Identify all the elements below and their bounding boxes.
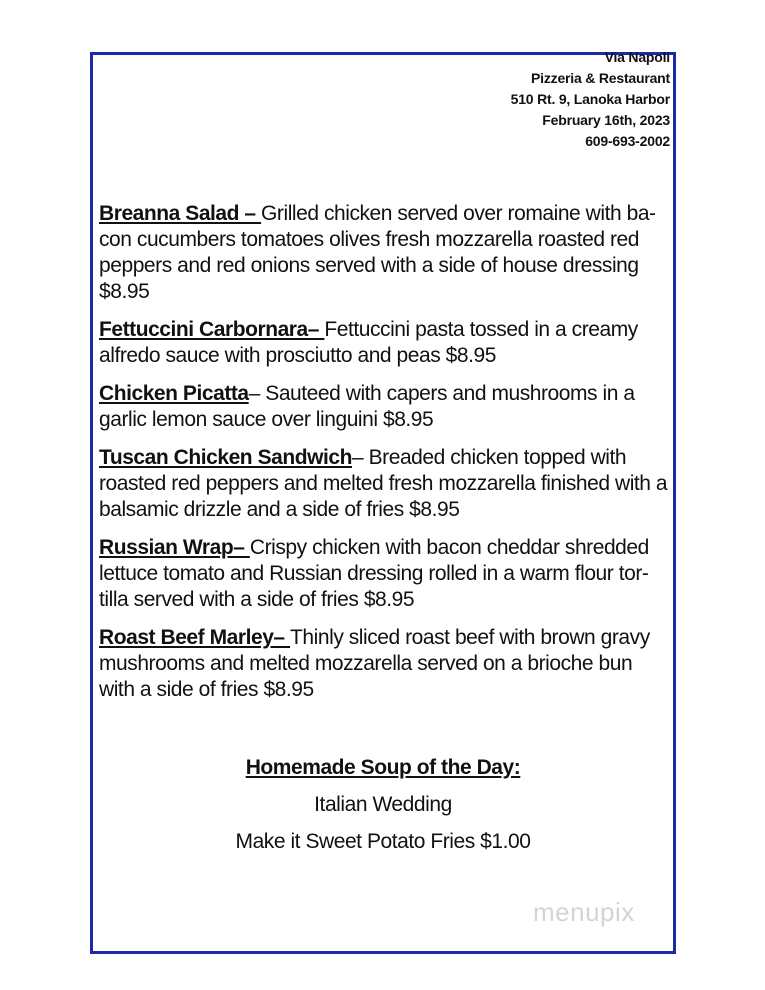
soup-name: Italian Wedding <box>314 793 452 816</box>
menu-item <box>99 201 671 305</box>
menu-item-description: Fettuccini pasta tossed in a creamy alfredo sauce with prosciutto and peas $8.95 <box>99 318 638 367</box>
menupix-watermark: menupix <box>533 897 635 927</box>
menu-item-description: Thinly sliced roast beef with brown gravy mushrooms and melted mozzarella served on a brioche bun with a side of fries $8.95 <box>99 626 650 701</box>
restaurant-phone: 609-693-2002 <box>585 133 670 149</box>
menu-item <box>99 625 671 703</box>
restaurant-header <box>420 49 673 152</box>
fries-upgrade: Make it Sweet Potato Fries $1.00 <box>235 830 531 853</box>
restaurant-name: Via Napoli <box>604 49 670 65</box>
menu-item-description: Crispy chicken with bacon cheddar shredded lettuce tomato and Russian dressing rolled in a warm flour tor-tilla served with a side of fries $8.95 <box>99 536 649 611</box>
menu-item <box>99 317 671 369</box>
menu-frame <box>90 49 676 954</box>
soup-section <box>93 755 673 855</box>
menu-date: February 16th, 2023 <box>542 112 670 128</box>
restaurant-address: 510 Rt. 9, Lanoka Harbor <box>510 91 670 107</box>
menu-item-name: Fettuccini Carbornara– <box>99 318 325 341</box>
menu-item-name: Chicken Picatta <box>99 382 249 405</box>
menu-item-description: – Sauteed with capers and mushrooms in a garlic lemon sauce over linguini $8.95 <box>99 382 635 431</box>
menu-item-name: Roast Beef Marley– <box>99 626 291 649</box>
menu-item-name: Russian Wrap– <box>99 536 250 559</box>
soup-title: Homemade Soup of the Day: <box>245 756 521 779</box>
menu-items-list <box>99 201 671 715</box>
menu-item-description: – Breaded chicken topped with roasted red peppers and melted fresh mozzarella finished with a balsamic drizzle and a side of fries $8.95 <box>99 446 668 521</box>
menu-item-description: Grilled chicken served over romaine with ba-con cucumbers tomatoes olives fresh mozzarella roasted red peppers and red onions served with a side of house dressing $8.95 <box>99 202 656 303</box>
menu-item-name: Breanna Salad – <box>99 202 262 225</box>
menu-item <box>99 381 671 433</box>
menu-item <box>99 535 671 613</box>
menu-item <box>99 445 671 523</box>
menu-item-name: Tuscan Chicken Sandwich <box>99 446 352 469</box>
restaurant-type: Pizzeria & Restaurant <box>531 70 670 86</box>
